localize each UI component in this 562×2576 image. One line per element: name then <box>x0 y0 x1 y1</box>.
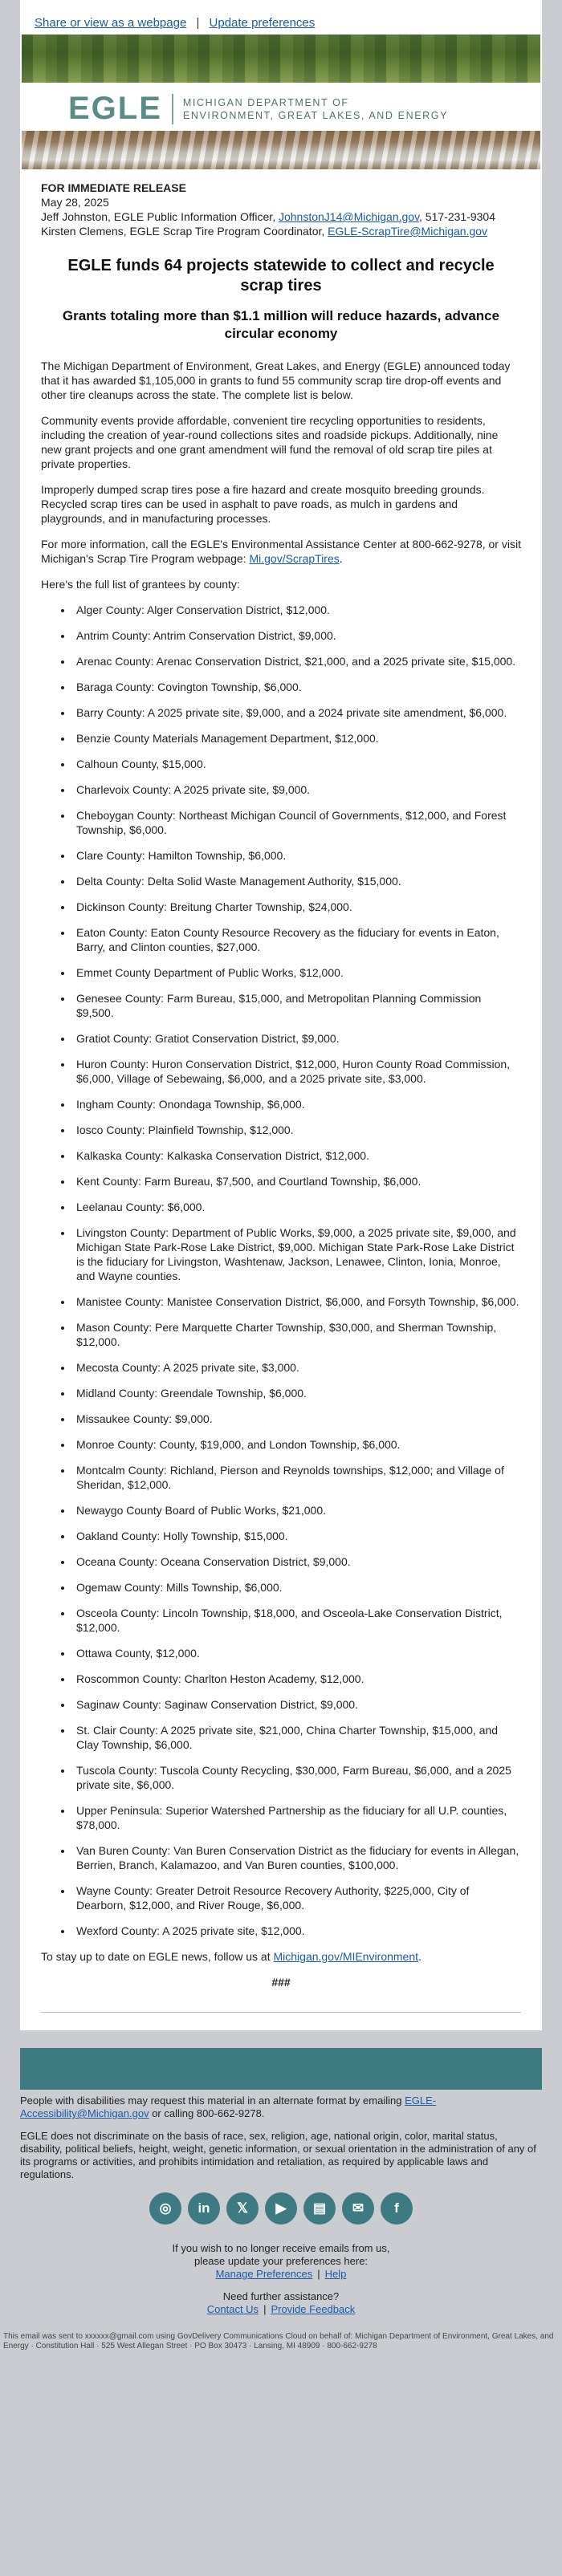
instagram-icon[interactable]: ◎ <box>149 2192 181 2225</box>
manage-preferences-block <box>20 2242 542 2281</box>
release-label: FOR IMMEDIATE RELEASE <box>41 181 186 194</box>
grantee-item: • St. Clair County: A 2025 private site, $21,000, China Charter Township, $15,000, and Clay Township, $6,000. <box>73 1723 521 1752</box>
grantee-item: • Mason County: Pere Marquette Charter Township, $30,000, and Sherman Township, $12,000. <box>73 1320 521 1349</box>
grantee-item: • Wexford County: A 2025 private site, $12,000. <box>73 1924 521 1938</box>
department-line-1: MICHIGAN DEPARTMENT OF <box>182 96 349 108</box>
logo-divider <box>172 94 173 124</box>
youtube-icon[interactable]: ▶ <box>265 2192 297 2225</box>
headline: EGLE funds 64 projects statewide to collect and recycle scrap tires <box>67 257 495 295</box>
linkedin-icon[interactable]: in <box>188 2192 220 2225</box>
more-info-suffix: . <box>339 552 343 565</box>
grantee-item: • Montcalm County: Richland, Pierson and Reynolds townships, $12,000; and Village of Sheridan, $12,000. <box>73 1463 521 1492</box>
assistance-links <box>20 2303 542 2316</box>
accessibility-notice <box>20 2095 542 2120</box>
end-mark: ### <box>271 1976 291 1989</box>
contact-1-phone: , 517-231-9304 <box>419 210 495 223</box>
release-meta <box>41 181 521 238</box>
social-icons <box>20 2192 542 2225</box>
grantee-item: • Alger County: Alger Conservation District, $12,000. <box>73 603 521 617</box>
provide-feedback-link[interactable]: Provide Feedback <box>271 2303 356 2315</box>
grantee-item: • Emmet County Department of Public Works, $12,000. <box>73 965 521 980</box>
grantee-item: • Missaukee County: $9,000. <box>73 1412 521 1426</box>
grantee-list <box>41 603 521 1938</box>
grantee-item: • Leelanau County: $6,000. <box>73 1200 521 1214</box>
grantee-item: • Saginaw County: Saginaw Conservation District, $9,000. <box>73 1697 521 1712</box>
grantee-item: • Upper Peninsula: Superior Watershed Partnership as the fiduciary for all U.P. counties, $78,000. <box>73 1803 521 1832</box>
grantee-item: • Cheboygan County: Northeast Michigan Council of Governments, $12,000, and Forest Township, $6,000. <box>73 808 521 837</box>
grantee-item: • Dickinson County: Breitung Charter Township, $24,000. <box>73 900 521 914</box>
grantee-item: • Oceana County: Oceana Conservation District, $9,000. <box>73 1554 521 1569</box>
waterfall-image <box>22 131 540 169</box>
grantee-item: • Roscommon County: Charlton Heston Academy, $12,000. <box>73 1672 521 1686</box>
top-links <box>20 0 542 35</box>
grantee-item: • Osceola County: Lincoln Township, $18,000, and Osceola-Lake Conservation District, $12,000. <box>73 1606 521 1635</box>
egle-logo <box>68 91 448 127</box>
accessibility-email-link[interactable]: EGLE-Accessibility@Michigan.gov <box>20 2095 437 2119</box>
accessibility-phone: or calling 800-662-9278. <box>149 2107 265 2119</box>
grantee-item: • Tuscola County: Tuscola County Recycling, $30,000, Farm Bureau, $6,000, and a 2025 private site, $6,000. <box>73 1763 521 1792</box>
grantee-item: • Eaton County: Eaton County Resource Recovery as the fiduciary for events in Eaton, Barry, and Clinton counties, $27,000. <box>73 925 521 954</box>
more-info-text: For more information, call the EGLE's Environmental Assistance Center at 800-662-9278, or visit Michigan's Scrap Tire Program webpage: <box>41 538 521 565</box>
grantee-item: • Kent County: Farm Bureau, $7,500, and Courtland Township, $6,000. <box>73 1174 521 1188</box>
scrap-tires-link[interactable]: Mi.gov/ScrapTires <box>249 552 340 565</box>
grantee-item: • Ottawa County, $12,000. <box>73 1646 521 1660</box>
grantee-item: • Antrim County: Antrim Conservation District, $9,000. <box>73 628 521 643</box>
grantee-item: • Arenac County: Arenac Conservation District, $21,000, and a 2025 private site, $15,000. <box>73 654 521 668</box>
grantee-item: • Mecosta County: A 2025 private site, $3,000. <box>73 1360 521 1375</box>
manage-links-separator: | <box>317 2268 320 2280</box>
manage-preferences-link[interactable]: Manage Preferences <box>215 2268 313 2280</box>
assistance-title: Need further assistance? <box>222 2290 340 2302</box>
stay-updated-suffix: . <box>418 1950 422 1963</box>
stay-updated-text: To stay up to date on EGLE news, follow us at <box>41 1950 274 1963</box>
help-link[interactable]: Help <box>324 2268 347 2280</box>
press-release-content <box>20 169 542 2012</box>
paragraph-more-info <box>41 537 521 566</box>
contact-1-email-link[interactable]: JohnstonJ14@Michigan.gov <box>278 210 420 223</box>
top-links-separator: | <box>196 16 200 30</box>
grantee-item: • Gratiot County: Gratiot Conservation District, $9,000. <box>73 1031 521 1046</box>
footer-teal-band <box>20 2048 542 2090</box>
accessibility-text: People with disabilities may request this material in an alternate format by emailing <box>20 2095 405 2107</box>
assistance-block <box>20 2290 542 2316</box>
assistance-links-separator: | <box>263 2303 267 2315</box>
grantee-item: • Delta County: Delta Solid Waste Management Authority, $15,000. <box>73 874 521 888</box>
footer <box>20 2090 542 2316</box>
x-icon[interactable]: 𝕏 <box>226 2192 259 2225</box>
grantee-item: • Ingham County: Onondaga Township, $6,000. <box>73 1097 521 1111</box>
grantee-item: • Newaygo County Board of Public Works, $21,000. <box>73 1503 521 1518</box>
header-banner <box>22 35 540 169</box>
grantee-item: • Clare County: Hamilton Township, $6,000. <box>73 848 521 863</box>
forest-image <box>22 35 540 83</box>
contact-2 <box>41 224 521 238</box>
grantee-item: • Barry County: A 2025 private site, $9,000, and a 2024 private site amendment, $6,000. <box>73 705 521 720</box>
paragraph-stay-updated <box>41 1949 521 1964</box>
grantee-item: • Monroe County: County, $19,000, and London Township, $6,000. <box>73 1437 521 1452</box>
paragraph-hazards: Improperly dumped scrap tires pose a fire hazard and create mosquito breeding grounds. Recycled scrap tires can be used in asphalt to pave roads, as mulch in gardens and playgrounds, and in manufacturing processes. <box>41 483 485 525</box>
band-spacer <box>0 2030 562 2048</box>
email-icon[interactable]: ✉ <box>342 2192 374 2225</box>
department-line-2: ENVIRONMENT, GREAT LAKES, AND ENERGY <box>182 109 449 121</box>
facebook-icon[interactable]: f <box>381 2192 413 2225</box>
content-bottom-spacer <box>20 2013 542 2030</box>
contact-1-name: Jeff Johnston, EGLE Public Information Officer, <box>41 210 279 223</box>
paragraph-community-events: Community events provide affordable, convenient tire recycling opportunities to residents, including the creation of year-round collections sites and roadside pickups. Additionally, nine new grant projects and one grant amendment will fund the removal of old scrap tire piles at private properties. <box>41 414 499 470</box>
grantee-item: • Oakland County: Holly Township, $15,000. <box>73 1529 521 1543</box>
update-preferences-link[interactable]: Update preferences <box>209 16 316 30</box>
sent-by-notice: This email was sent to xxxxxx@gmail.com using GovDelivery Communications Cloud on behalf of: Michigan Department of Environment, Great Lakes, and Energy · Constitution Hall · 525 West Allegan Street · PO Box 30473 · Lansing, MI 48909 · 800-662-9278 <box>3 2332 554 2350</box>
newsletter-icon[interactable]: ▤ <box>303 2192 336 2225</box>
grantee-item: • Calhoun County, $15,000. <box>73 757 521 771</box>
nondiscrimination-notice: EGLE does not discriminate on the basis of race, sex, religion, age, national origin, color, marital status, disability, political beliefs, height, weight, genetic information, or sexual orientation in the administration of any of its programs or activities, and prohibits intimidation and retaliation, as required by applicable laws and regulations. <box>20 2130 536 2180</box>
contact-2-email-link[interactable]: EGLE-ScrapTire@Michigan.gov <box>328 225 488 238</box>
grantee-item: • Midland County: Greendale Township, $6,000. <box>73 1386 521 1400</box>
grantee-item: • Baraga County: Covington Township, $6,000. <box>73 680 521 694</box>
egle-wordmark: EGLE <box>68 91 162 126</box>
manage-links <box>20 2268 542 2281</box>
grantee-item: • Livingston County: Department of Public Works, $9,000, a 2025 private site, $9,000, and Michigan State Park-Rose Lake District, $9,000. Michigan State Park-Rose Lake District is the fiduciary for Livingston, Washtenaw, Jackson, Lenawee, Clinton, Ionia, Monroe, and Wayne counties. <box>73 1225 521 1283</box>
manage-line-1: If you wish to no longer receive emails from us, <box>172 2242 390 2254</box>
share-webpage-link[interactable]: Share or view as a webpage <box>35 16 187 30</box>
grantee-item: • Van Buren County: Van Buren Conservation District as the fiduciary for events in Allegan, Berrien, Branch, Kalamazoo, and Van Buren counties, $100,000. <box>73 1843 521 1872</box>
email-container <box>20 0 542 2030</box>
grantee-item: • Charlevoix County: A 2025 private site, $9,000. <box>73 782 521 797</box>
grantee-item: • Kalkaska County: Kalkaska Conservation District, $12,000. <box>73 1148 521 1163</box>
paragraph-announcement: The Michigan Department of Environment, Great Lakes, and Energy (EGLE) announced today that it has awarded $1,105,000 in grants to fund 55 community scrap tire drop-off events and other tire cleanups across the state. The complete list is below. <box>41 360 511 401</box>
grantee-item: • Huron County: Huron Conservation District, $12,000, Huron County Road Commission, $6,000, Village of Sebewaing, $6,000, and a 2025 private site, $3,000. <box>73 1057 521 1086</box>
contact-us-link[interactable]: Contact Us <box>206 2303 259 2315</box>
grantee-list-intro: Here's the full list of grantees by county: <box>41 578 240 591</box>
grantee-item: • Manistee County: Manistee Conservation District, $6,000, and Forsyth Township, $6,000. <box>73 1294 521 1309</box>
department-name <box>183 96 448 122</box>
grantee-item: • Benzie County Materials Management Department, $12,000. <box>73 731 521 746</box>
manage-line-2: please update your preferences here: <box>193 2255 369 2267</box>
grantee-item: • Wayne County: Greater Detroit Resource Recovery Authority, $225,000, City of Dearborn, $12,000, and River Rouge, $6,000. <box>73 1883 521 1912</box>
contact-1 <box>41 209 521 224</box>
release-date: May 28, 2025 <box>41 196 109 209</box>
mienvironment-link[interactable]: Michigan.gov/MIEnvironment <box>273 1950 419 1963</box>
subheadline: Grants totaling more than $1.1 million will reduce hazards, advance circular economy <box>62 308 500 341</box>
contact-2-name: Kirsten Clemens, EGLE Scrap Tire Program Coordinator, <box>41 225 328 238</box>
grantee-item: • Ogemaw County: Mills Township, $6,000. <box>73 1580 521 1595</box>
grantee-item: • Iosco County: Plainfield Township, $12,000. <box>73 1123 521 1137</box>
grantee-item: • Genesee County: Farm Bureau, $15,000, and Metropolitan Planning Commission $9,500. <box>73 991 521 1020</box>
